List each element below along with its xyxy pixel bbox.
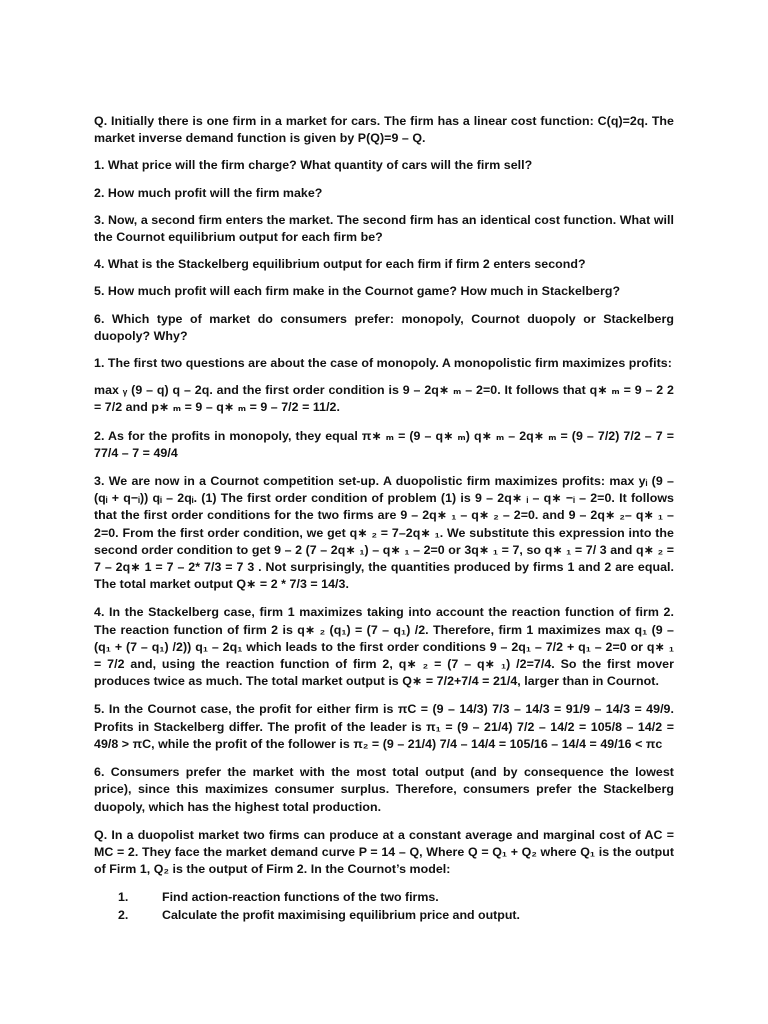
subquestion-4: 4. What is the Stackelberg equilibrium output for each firm if firm 2 enters second? — [94, 257, 586, 272]
answer-1-intro: 1. The first two questions are about the case of monopoly. A monopolistic firm maximizes profits: — [94, 356, 672, 371]
subquestion-5: 5. How much profit will each firm make in the Cournot game? How much in Stackelberg? — [94, 284, 621, 299]
list-item — [94, 906, 674, 924]
subquestion-6: 6. Which type of market do consumers prefer: monopoly, Cournot duopoly or Stackelberg duopoly? Why? — [94, 311, 674, 343]
task-number: 2. — [118, 908, 129, 923]
question-2-task-list — [94, 888, 674, 924]
task-number: 1. — [118, 890, 129, 905]
question-1-intro: Q. Initially there is one firm in a market for cars. The firm has a linear cost function: C(q)=2q. The market inverse demand function is given by P(Q)=9 – Q. — [94, 114, 674, 146]
subquestion-2: 2. How much profit will the firm make? — [94, 185, 323, 200]
subquestion-3: 3. Now, a second firm enters the market. The second firm has an identical cost function. What will the Cournot equilibrium output for each firm be? — [94, 212, 674, 245]
task-text: Calculate the profit maximising equilibrium price and output. — [162, 908, 520, 923]
answer-5-profits: 5. In the Cournot case, the profit for either firm is πC = (9 – 14/3) 7/3 – 14/3 = 91/9 – 14/3 = 49/9. Profits in Stackelberg differ. The profit of the leader is π₁ = (9 – 21/4) 7/2 – 14/2 = 105/8 – 14/2 = 49/8 > πC, while the profit of the follower is π₂ = (9 – 21/4) 7/4 – 14/4 = 105/16 – 14/4 = 49/16 < πc — [94, 702, 674, 751]
answer-6-consumer-preference: 6. Consumers prefer the market with the most total output (and by consequence the lowest price), since this maximizes consumer surplus. Therefore, consumers prefer the Stackelberg duopoly, which has the highest total production. — [94, 765, 674, 814]
answer-4-stackelberg: 4. In the Stackelberg case, firm 1 maximizes taking into account the reaction function of firm 2. The reaction function of firm 2 is q∗ ₂ (q₁) = (7 – q₁) /2. Therefore, firm 1 maximizes max q₁ (9 – (q₁ + (7 – q₁) /2)) q₁ – 2q₁ which leads to the first order conditions 9 – 2q₁ – 7/2 + q₁ – 2=0 or q∗ ₁ = 7/2 and, using the reaction function of firm 2, q∗ ₂ = (7 – q∗ ₁) /2=7/4. So the first mover produces twice as much. The total market output is Q∗ = 7/2+7/4 = 21/4, larger than in Cournot. — [94, 605, 674, 689]
question-2-intro: Q. In a duopolist market two firms can produce at a constant average and marginal cost of AC = MC = 2. They face the market demand curve P = 14 – Q, Where Q = Q₁ + Q₂ where Q₁ is the output of Firm 1, Q₂ is the output of Firm 2. In the Cournot’s model: — [94, 827, 674, 877]
answer-1-monopoly-derivation: max ᵧ (9 – q) q – 2q. and the first order condition is 9 – 2q∗ ₘ – 2=0. It follows that q∗ ₘ = 9 – 2 2 = 7/2 and p∗ ₘ = 9 – q∗ ₘ = 9 – 7/2 = 11/2. — [94, 383, 674, 415]
subquestion-1: 1. What price will the firm charge? What quantity of cars will the firm sell? — [94, 158, 533, 173]
task-text: Find action-reaction functions of the two firms. — [162, 890, 439, 905]
list-item — [94, 888, 674, 906]
answer-3-cournot: 3. We are now in a Cournot competition set-up. A duopolistic firm maximizes profits: max yᵢ (9 – (qᵢ + q−ᵢ)) qᵢ – 2qᵢ. (1) The first order condition of problem (1) is 9 – 2q∗ ᵢ – q∗ −ᵢ – 2=0. It follows that the first order conditions for the two firms are 9 – 2q∗ ₁ – q∗ ₂ – 2=0. and 9 – 2q∗ ₂– q∗ ₁ – 2=0. From the first order condition, we get q∗ ₂ = 7–2q∗ ₁. We substitute this expression into the second order condition to get 9 – 2 (7 – 2q∗ ₁) – q∗ ₁ – 2=0 or 3q∗ ₁ = 7, so q∗ ₁ = 7/ 3 and q∗ ₂ = 7 – 2q∗ 1 = 7 – 2* 7/3 = 7 3 . Not surprisingly, the quantities produced by firms 1 and 2 are equal. The total market output Q∗ = 2 * 7/3 = 14/3. — [94, 474, 674, 592]
answer-2-monopoly-profit: 2. As for the profits in monopoly, they equal π∗ ₘ = (9 – q∗ ₘ) q∗ ₘ – 2q∗ ₘ = (9 – 7/2) 7/2 – 7 = 77/4 – 7 = 49/4 — [94, 428, 674, 460]
